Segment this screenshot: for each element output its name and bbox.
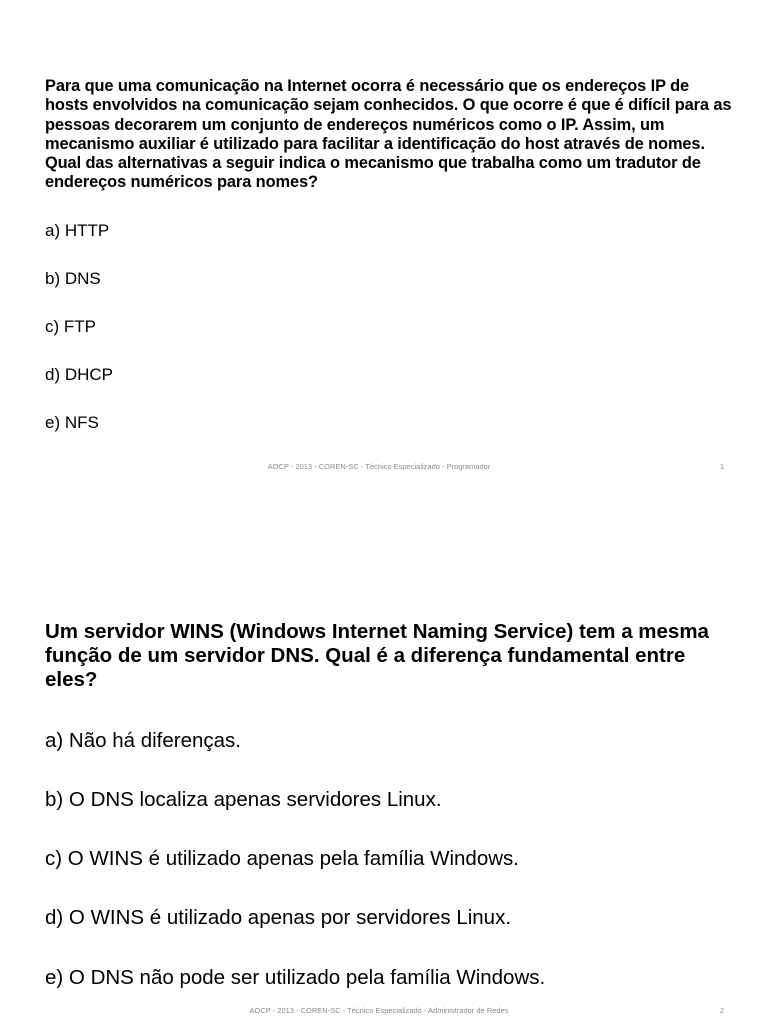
slide-2 [0,480,768,1024]
page-number: 2 [719,1006,724,1015]
question-text: Para que uma comunicação na Internet ocorra é necessário que os endereços IP de hosts envolvidos na comunicação sejam conhecidos. O que ocorre é que é difícil para as pessoas decorarem um conjunto de endereços numéricos como o IP. Assim, um mecanismo auxiliar é utilizado para facilitar a identificação do host através de nomes. Qual das alternativas a seguir indica o mecanismo que trabalha como um tradutor de endereços numéricos para nomes? [45,77,732,192]
option-b: b) DNS [45,269,101,288]
question-text: Um servidor WINS (Windows Internet Naming Service) tem a mesma função de um servidor DNS. Qual é a diferença fundamental entre eles? [45,620,709,691]
slide-footer: AOCP - 2013 - COREN-SC - Técnico Especializado - Administrador de Redes [249,1006,509,1015]
option-d: d) O WINS é utilizado apenas por servidores Linux. [45,906,512,929]
slide-footer: AOCP - 2013 - COREN-SC - Técnico Especializado - Programador [267,462,491,471]
option-a: a) Não há diferenças. [45,729,242,752]
option-b: b) O DNS localiza apenas servidores Linux. [45,788,442,811]
option-d: d) DHCP [45,365,114,384]
page-number: 1 [719,462,724,471]
option-c: c) O WINS é utilizado apenas pela família Windows. [45,847,519,870]
option-a: a) HTTP [45,221,110,240]
option-e: e) NFS [45,413,99,432]
option-c: c) FTP [45,317,96,336]
option-e: e) O DNS não pode ser utilizado pela família Windows. [45,966,546,989]
slide-1 [0,0,768,480]
